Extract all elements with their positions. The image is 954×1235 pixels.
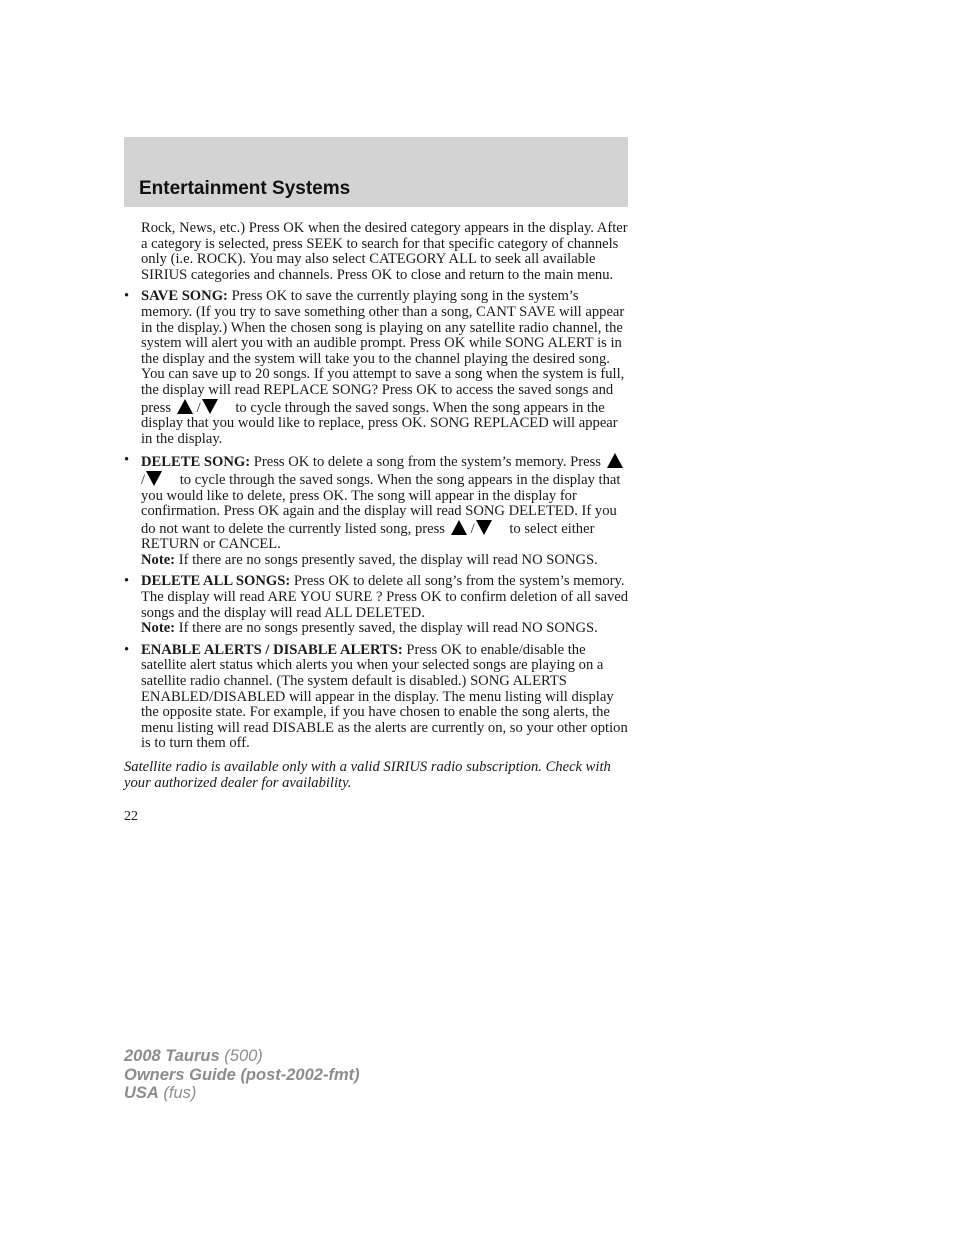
delete-song-item <box>124 452 630 568</box>
footer-model-code: (500) <box>219 1047 263 1065</box>
footer-line-1 <box>124 1047 360 1066</box>
up-arrow-icon <box>177 399 193 414</box>
footer-region-code: (fus) <box>158 1084 197 1102</box>
footer-model: 2008 Taurus <box>124 1047 220 1065</box>
save-song-item <box>124 288 630 447</box>
footer-line-2 <box>124 1066 360 1085</box>
footer-guide: Owners Guide (post-2002-fmt) <box>124 1065 360 1084</box>
page-content <box>124 221 630 825</box>
up-arrow-icon <box>451 520 467 535</box>
bullet-glyph: • <box>124 573 130 590</box>
footer-line-3 <box>124 1084 360 1103</box>
section-title: Entertainment Systems <box>139 178 351 199</box>
slash: / <box>141 471 146 488</box>
save-song-text-b: to cycle through the saved songs. When the song appears in the display that you would like to replace, press OK. SONG REPLACED will appear in the display. <box>141 399 618 447</box>
bullet-glyph: • <box>124 452 130 469</box>
satellite-footnote: Satellite radio is available only with a valid SIRIUS radio subscription. Check with your authorized dealer for availability. <box>124 759 611 791</box>
note-text: If there are no songs presently saved, the display will read NO SONGS. <box>178 551 598 568</box>
delete-song-text-c: to select either RETURN or CANCEL. <box>141 520 595 553</box>
alerts-item <box>124 641 630 752</box>
down-arrow-icon <box>146 471 162 486</box>
delete-song-text-a: Press OK to delete a song from the system’s memory. Press <box>253 454 601 471</box>
down-arrow-icon <box>202 399 218 414</box>
note-label: Note: <box>141 551 176 568</box>
save-song-label: SAVE SONG: <box>141 288 228 305</box>
down-arrow-icon <box>476 520 492 535</box>
note-label: Note: <box>141 620 176 637</box>
delete-song-text-b: to cycle through the saved songs. When the song appears in the display that you would like to delete, press OK. The song will appear in the display for confirmation. Press OK again and the display will read SONG DELETED. If you do not want to delete the currently listed song, press <box>141 471 621 537</box>
section-header <box>124 137 628 207</box>
delete-all-label: DELETE ALL SONGS: <box>141 573 291 590</box>
delete-song-label: DELETE SONG: <box>141 454 251 471</box>
slash: / <box>470 520 475 537</box>
intro-paragraph: Rock, News, etc.) Press OK when the desired category appears in the display. After a category is selected, press SEEK to search for that specific category of channels only (i.e. ROCK). You may also select CATEGORY ALL to seek all available SIRIUS categories and channels. Press OK to close and return to the main menu. <box>141 220 628 283</box>
save-song-text-a: Press OK to save the currently playing song in the system’s memory. (If you try to save something other than a song, CANT SAVE will appear in the display.) When the chosen song is playing on any satellite radio channel, the system will alert you with an audible prompt. Press OK while SONG ALERT is in the display and the system will take you to the channel playing the desired song. You can save up to 20 songs. If you attempt to save a song when the system is full, the display will read REPLACE SONG? Press OK to access the saved songs and press <box>141 288 625 416</box>
alerts-label: ENABLE ALERTS / DISABLE ALERTS: <box>141 641 403 658</box>
slash: / <box>196 399 201 416</box>
document-footer <box>124 1047 360 1103</box>
delete-all-songs-item <box>124 573 630 637</box>
footer-region: USA <box>124 1084 159 1102</box>
note-text: If there are no songs presently saved, the display will read NO SONGS. <box>178 620 598 637</box>
delete-all-text: Press OK to delete all song’s from the system’s memory. The display will read ARE YOU SURE ? Press OK to confirm deletion of all saved songs and the display will read ALL DELETED. <box>141 573 629 621</box>
up-arrow-icon <box>607 453 623 468</box>
page-number: 22 <box>124 809 138 825</box>
bullet-glyph: • <box>124 641 130 658</box>
bullet-glyph: • <box>124 288 130 305</box>
alerts-text: Press OK to enable/disable the satellite alert status which alerts you when your selected songs are playing on a satellite radio channel. (The system default is disabled.) SONG ALERTS ENABLED/DISABLED will appear in the display. The menu listing will display the opposite state. For example, if you have chosen to enable the song alerts, the menu listing will read DISABLE as the alerts are currently on, so your other option is to turn them off. <box>141 641 628 752</box>
